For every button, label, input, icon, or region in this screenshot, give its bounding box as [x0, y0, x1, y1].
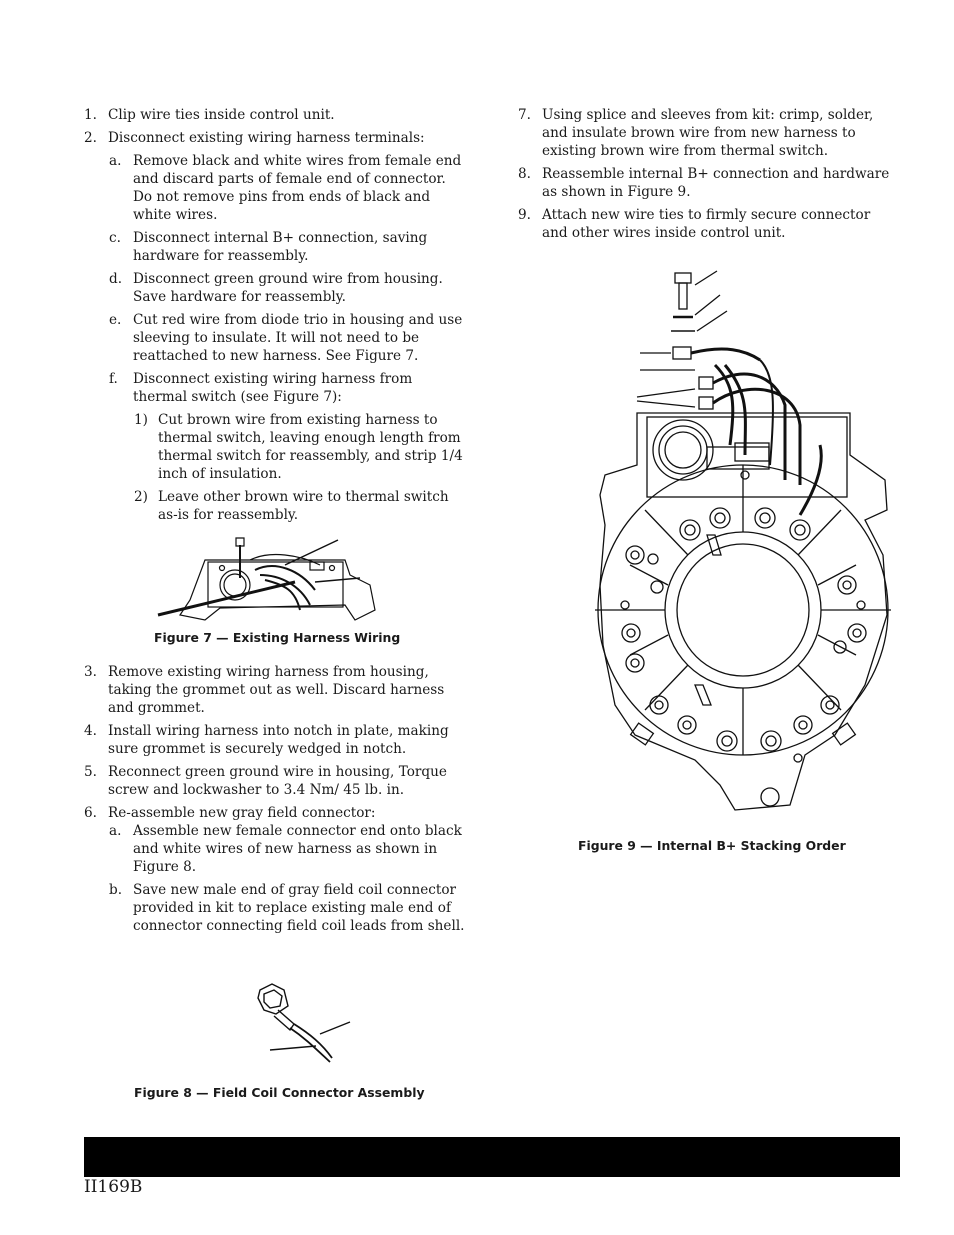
step-text: Remove black and white wires from female end and discard parts of female end of connector. Do not remove pins from ends of black and white wires. [133, 153, 462, 223]
figure-8-connector-drawing [250, 978, 360, 1068]
step-6a [109, 822, 468, 876]
step-number: b. [109, 882, 123, 898]
step-2f [109, 370, 468, 406]
step-number: 5. [84, 764, 97, 780]
document-code: II169B [84, 1177, 143, 1197]
step-number: 1. [84, 107, 97, 123]
step-text: Disconnect green ground wire from housing. Save hardware for reassembly. [133, 271, 443, 305]
step-text: Cut red wire from diode trio in housing and use sleeving to insulate. It will not need to be reattached to new harness. See Figure 7. [133, 312, 463, 364]
step-text: Save new male end of gray field coil connector provided in kit to replace existing male end of connector connecting field coil leads from shell. [133, 882, 465, 934]
right-column [518, 106, 894, 247]
step-4 [84, 722, 468, 758]
step-2c [109, 229, 468, 265]
step-text: Re-assemble new gray field connector: [108, 805, 376, 821]
step-text: Reconnect green ground wire in housing, Torque screw and lockwasher to 3.4 Nm/ 45 lb. in. [108, 764, 447, 798]
step-number: 8. [518, 166, 531, 182]
step-6b [109, 881, 468, 935]
step-9 [518, 206, 894, 242]
step-number: e. [109, 312, 122, 328]
step-text: Assemble new female connector end onto black and white wires of new harness as shown in Figure 8. [133, 823, 462, 875]
step-number: 9. [518, 207, 531, 223]
step-2f-2 [134, 488, 468, 524]
step-number: 7. [518, 107, 531, 123]
step-5 [84, 763, 468, 799]
figure-7-harness-drawing [150, 530, 390, 630]
step-number: 6. [84, 805, 97, 821]
step-1 [84, 106, 468, 124]
step-2f-1 [134, 411, 468, 483]
figure-9-stacking-drawing [595, 265, 895, 815]
step-number: 3. [84, 664, 97, 680]
left-column-lower [84, 663, 468, 940]
step-text: Using splice and sleeves from kit: crimp, solder, and insulate brown wire from new harness to existing brown wire from thermal switch. [542, 107, 874, 159]
figure-7-caption: Figure 7 — Existing Harness Wiring [154, 630, 401, 645]
step-2 [84, 129, 468, 147]
footer-bar [84, 1137, 900, 1177]
step-text: Clip wire ties inside control unit. [108, 107, 335, 123]
step-text: Attach new wire ties to firmly secure connector and other wires inside control unit. [542, 207, 871, 241]
step-number: 2) [134, 489, 148, 505]
step-number: f. [109, 371, 118, 387]
step-3 [84, 663, 468, 717]
step-2a [109, 152, 468, 224]
step-number: 4. [84, 723, 97, 739]
step-2d [109, 270, 468, 306]
step-8 [518, 165, 894, 201]
step-number: a. [109, 153, 122, 169]
step-number: d. [109, 271, 123, 287]
step-number: 2. [84, 130, 97, 146]
step-text: Disconnect internal B+ connection, saving hardware for reassembly. [133, 230, 428, 264]
step-text: Install wiring harness into notch in plate, making sure grommet is securely wedged in notch. [108, 723, 449, 757]
step-text: Remove existing wiring harness from housing, taking the grommet out as well. Discard harness and grommet. [108, 664, 445, 716]
step-7 [518, 106, 894, 160]
step-2e [109, 311, 468, 365]
figure-9-caption: Figure 9 — Internal B+ Stacking Order [578, 838, 846, 853]
step-text: Disconnect existing wiring harness terminals: [108, 130, 425, 146]
step-text: Disconnect existing wiring harness from thermal switch (see Figure 7): [133, 371, 413, 405]
step-text: Leave other brown wire to thermal switch as-is for reassembly. [158, 489, 449, 523]
step-text: Cut brown wire from existing harness to thermal switch, leaving enough length from thermal switch for reassembly, and strip 1/4 inch of insulation. [158, 412, 463, 482]
figure-8-caption: Figure 8 — Field Coil Connector Assembly [134, 1085, 425, 1100]
step-number: c. [109, 230, 121, 246]
left-column [84, 106, 468, 529]
step-6 [84, 804, 468, 822]
step-text: Reassemble internal B+ connection and hardware as shown in Figure 9. [542, 166, 890, 200]
step-number: a. [109, 823, 122, 839]
step-number: 1) [134, 412, 148, 428]
